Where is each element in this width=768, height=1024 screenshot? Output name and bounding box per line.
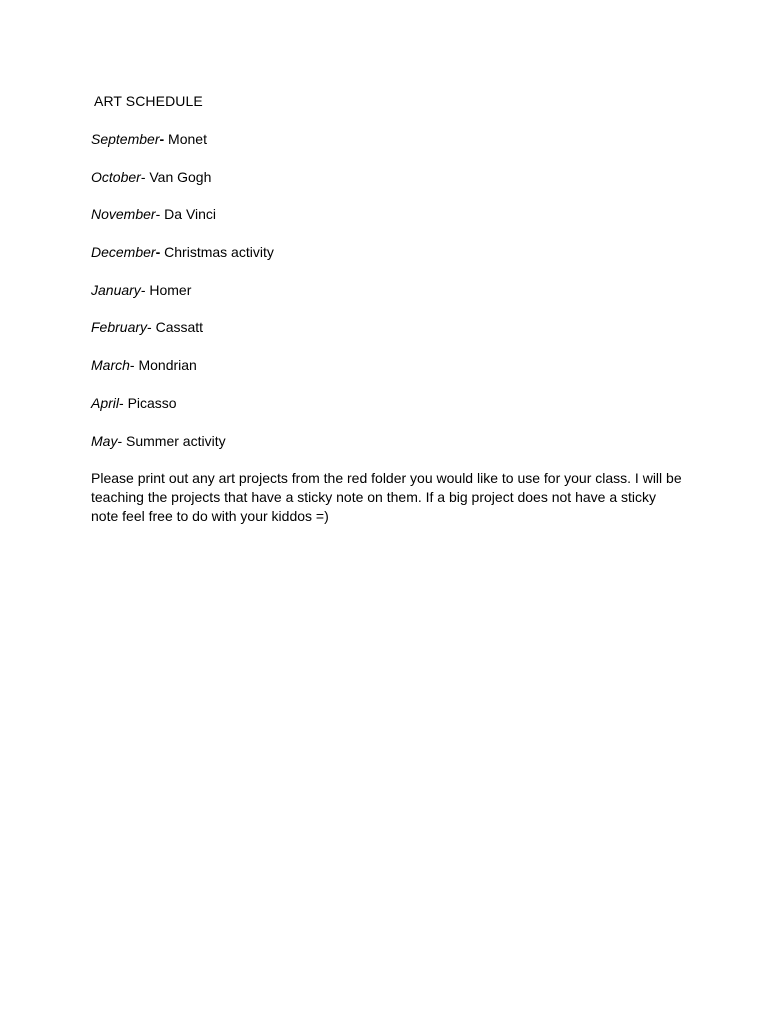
- note-line: note feel free to do with your kiddos =): [91, 508, 329, 524]
- schedule-list: [91, 131, 274, 470]
- list-item: [91, 206, 274, 244]
- schedule-artist: Summer activity: [122, 432, 226, 449]
- schedule-separator: -: [117, 432, 123, 449]
- note-line: teaching the projects that have a sticky note on them. If a big project does not have a sticky: [91, 489, 656, 505]
- schedule-artist: Monet: [164, 131, 207, 147]
- schedule-separator: -: [119, 394, 124, 411]
- list-item: [91, 244, 274, 282]
- schedule-artist: Mondrian: [134, 357, 197, 374]
- schedule-artist: Van Gogh: [145, 168, 212, 185]
- schedule-month: April: [91, 394, 120, 411]
- list-item: [91, 319, 274, 357]
- schedule-separator: -: [155, 244, 161, 261]
- page-title: ART SCHEDULE: [94, 93, 203, 109]
- schedule-separator: -: [155, 206, 161, 223]
- list-item: [91, 169, 274, 207]
- schedule-month: November: [91, 206, 156, 223]
- list-item: [91, 357, 274, 395]
- schedule-month: May: [91, 432, 118, 449]
- list-item: [91, 131, 274, 169]
- instructions-note: [91, 469, 691, 526]
- schedule-month: January: [91, 281, 141, 298]
- schedule-month: March: [91, 357, 130, 374]
- schedule-separator: -: [159, 131, 165, 147]
- schedule-artist: Homer: [145, 281, 192, 298]
- schedule-month: September: [91, 131, 160, 147]
- schedule-separator: -: [147, 319, 152, 336]
- schedule-artist: Christmas activity: [160, 244, 274, 261]
- list-item: [91, 282, 274, 320]
- schedule-separator: -: [129, 357, 135, 374]
- schedule-separator: -: [140, 168, 146, 185]
- list-item: [91, 395, 274, 433]
- schedule-artist: Picasso: [123, 394, 177, 411]
- schedule-month: October: [91, 168, 141, 185]
- schedule-month: February: [91, 319, 148, 336]
- schedule-separator: -: [140, 281, 146, 298]
- schedule-month: December: [91, 244, 156, 261]
- schedule-artist: Cassatt: [151, 319, 204, 336]
- note-line: Please print out any art projects from the red folder you would like to use for your class. I will be: [91, 470, 682, 486]
- list-item: [91, 433, 274, 471]
- schedule-artist: Da Vinci: [160, 206, 217, 223]
